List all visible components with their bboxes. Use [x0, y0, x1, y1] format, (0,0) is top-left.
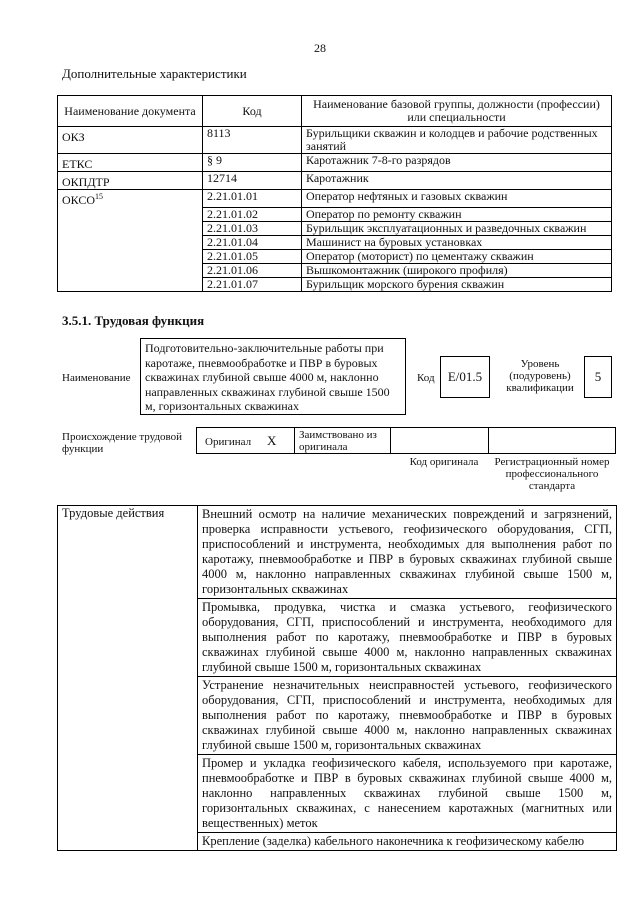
origin-label: Происхождение трудовой функции	[62, 431, 183, 455]
origin-row	[196, 427, 616, 454]
table-row	[58, 190, 612, 208]
doc-cell	[58, 221, 203, 235]
labor-action-item: Промывка, продувка, чистка и смазка устьевого, геофизического оборудования, СГП, приспособлений и инструмента, необходимого для выполнения работ по каротажу, пневмообработке и ПВР в буровых скважинах глубиной свыше 4000 м, наклонно направленных скважинах глубиной свыше 1500 м, горизонтальных скважинах	[198, 599, 617, 677]
labor-actions-label: Трудовые действия	[58, 506, 198, 851]
doc-cell	[58, 263, 203, 277]
function-name: Подготовительно-заключительные работы при каротаже, пневмообработке и ПВР в буровых скважинах глубиной свыше 4000 м, наклонно направленных скважинах глубиной свыше 1500 м, горизонтальных скважинах	[145, 341, 390, 413]
header-name: Наименование базовой группы, должности (профессии) или специальности	[302, 96, 612, 127]
doc-cell	[58, 249, 203, 263]
name-cell: Оператор (моторист) по цементажу скважин	[302, 249, 612, 263]
function-code: Е/01.5	[447, 369, 483, 384]
doc-cell	[58, 277, 203, 291]
header-document: Наименование документа	[58, 96, 203, 127]
name-cell: Бурильщики скважин и колодцев и рабочие родственных занятий	[302, 127, 612, 154]
code-cell: 2.21.01.04	[203, 235, 302, 249]
code-cell: 2.21.01.05	[203, 249, 302, 263]
doc-cell	[58, 235, 203, 249]
name-cell: Оператор по ремонту скважин	[302, 207, 612, 221]
table-row	[58, 172, 612, 190]
code-original-cell	[390, 428, 489, 453]
doc-cell	[58, 127, 203, 154]
footnote-ref: 15	[95, 192, 104, 201]
doc-name: ОКСО	[62, 193, 96, 207]
table-row	[58, 221, 612, 235]
table-row	[58, 263, 612, 277]
level-box	[584, 356, 612, 398]
table-row	[58, 207, 612, 221]
classification-table	[57, 95, 612, 292]
original-mark: Х	[267, 433, 277, 448]
labor-action-item: Крепление (заделка) кабельного наконечника к геофизическому кабелю	[198, 833, 617, 851]
name-cell: Каротажник	[302, 172, 612, 190]
code-label: Код	[417, 372, 435, 384]
table-row	[58, 249, 612, 263]
doc-name: ОКПДТР	[62, 175, 110, 189]
doc-name: ЕТКС	[62, 157, 93, 171]
name-label: Наименование	[62, 372, 131, 384]
code-cell: 2.21.01.07	[203, 277, 302, 291]
name-cell: Бурильщик морского бурения скважин	[302, 277, 612, 291]
page-number: 28	[314, 41, 326, 55]
reg-number-label: Регистрационный номер профессионального стандарта	[494, 456, 610, 492]
code-cell: 2.21.01.01	[203, 190, 302, 208]
labor-action-row	[58, 506, 617, 599]
header-code: Код	[203, 96, 302, 127]
level-label: Уровень (подуровень) квалификации	[506, 358, 574, 394]
code-cell: 8113	[203, 127, 302, 154]
name-cell: Вышкомонтажник (широкого профиля)	[302, 263, 612, 277]
labor-action-item: Внешний осмотр на наличие механических повреждений и загрязнений, проверка исправности устьевого, геофизического оборудования, СГП, приспособлений и инструмента, необходимых для выполнения работ по каротажу, пневмообработке и ПВР в буровых скважинах глубиной свыше 4000 м, наклонно направленных скважинах глубиной свыше 1500 м, горизонтальных скважинах	[198, 506, 617, 599]
section-title: Дополнительные характеристики	[62, 66, 247, 81]
doc-cell	[58, 154, 203, 172]
doc-cell	[58, 190, 203, 208]
name-cell: Машинист на буровых установках	[302, 235, 612, 249]
function-name-box	[140, 338, 406, 415]
table-row	[58, 127, 612, 154]
code-cell: § 9	[203, 154, 302, 172]
table-row	[58, 235, 612, 249]
doc-cell	[58, 172, 203, 190]
level-value: 5	[594, 369, 602, 384]
borrowed-label: Заимствовано из оригинала	[299, 429, 377, 453]
name-cell: Каротажник 7-8-го разрядов	[302, 154, 612, 172]
labor-action-item: Устранение незначительных неисправностей устьевого, геофизического оборудования, СГП, приспособлений и инструмента, необходимых для выполнения работ по каротажу, пневмообработке и ПВР в буровых скважинах глубиной свыше 4000 м, наклонно направленных скважинах глубиной свыше 1500 м, горизонтальных скважинах	[198, 677, 617, 755]
original-label: Оригинал	[205, 436, 252, 448]
doc-name: ОКЗ	[62, 130, 85, 144]
function-code-box	[440, 356, 490, 398]
code-cell: 2.21.01.03	[203, 221, 302, 235]
code-cell: 2.21.01.06	[203, 263, 302, 277]
name-cell: Оператор нефтяных и газовых скважин	[302, 190, 612, 208]
code-original-label: Код оригинала	[409, 456, 479, 468]
function-heading: 3.5.1. Трудовая функция	[62, 313, 205, 328]
table-row	[58, 154, 612, 172]
doc-cell	[58, 207, 203, 221]
labor-action-item: Промер и укладка геофизического кабеля, используемого при каротаже, пневмообработке и ПВР в буровых скважинах глубиной свыше 4000 м, наклонно направленных скважинах глубиной свыше 1500 м, горизонтальных скважинах, с нанесением каротажных (магнитных или вещественных) меток	[198, 755, 617, 833]
code-cell: 12714	[203, 172, 302, 190]
table-header-row	[58, 96, 612, 127]
name-cell: Бурильщик эксплуатационных и разведочных скважин	[302, 221, 612, 235]
original-cell	[197, 428, 295, 453]
code-cell: 2.21.01.02	[203, 207, 302, 221]
labor-actions-table	[57, 505, 617, 851]
table-row	[58, 277, 612, 291]
